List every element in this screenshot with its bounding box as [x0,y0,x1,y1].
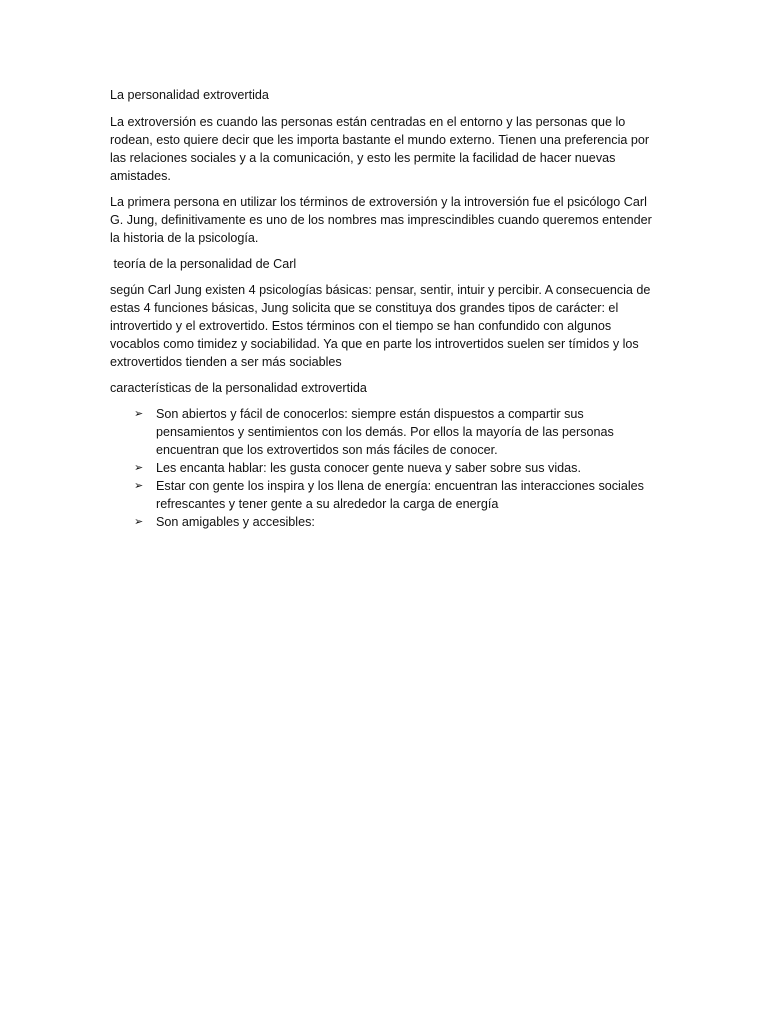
paragraph-jung-introduction: La primera persona en utilizar los términos de extroversión y la introversión fue el psicólogo Carl G. Jung, definitivamente es uno de los nombres mas imprescindibles cuando queremos entender la historia de la psicología. [110,195,652,245]
arrow-bullet-icon: ➢ [134,480,144,492]
list-item-text: Estar con gente los inspira y los llena de energía: encuentran las interacciones sociales refrescantes y tener gente a su alrededor la carga de energía [156,479,644,511]
paragraph-jung-theory: según Carl Jung existen 4 psicologías básicas: pensar, sentir, intuir y percibir. A consecuencia de estas 4 funciones básicas, Jung solicita que se constituya dos grandes tipos de carácter: el introvertido y el extrovertido. Estos términos con el tiempo se han confundido con algunos vocablos como timidez y sociabilidad. Ya que en parte los introvertidos suelen ser tímidos y los extrovertidos tienden a ser más sociables [110,283,651,369]
list-item [110,477,658,513]
document-body [110,86,658,531]
arrow-bullet-icon: ➢ [134,462,144,474]
list-item [110,513,658,531]
arrow-bullet-icon: ➢ [134,408,144,420]
list-item-text: Son amigables y accesibles: [156,515,315,529]
section-heading-theory: teoría de la personalidad de Carl [110,257,297,271]
paragraph-extroversion-definition: La extroversión es cuando las personas están centradas en el entorno y las personas que lo rodean, esto quiere decir que les importa bastante el mundo externo. Tienen una preferencia por las relaciones sociales y a la comunicación, y esto les permite la facilidad de hacer nuevas amistades. [110,115,650,183]
list-item-text: Son abiertos y fácil de conocerlos: siempre están dispuestos a compartir sus pensamientos y sentimientos con los demás. Por ellos la mayoría de las personas encuentran que los extrovertidos son más fáciles de conocer. [156,407,614,457]
document-title: La personalidad extrovertida [110,88,269,102]
list-item [110,405,658,459]
list-item [110,459,658,477]
section-heading-characteristics: características de la personalidad extrovertida [110,381,367,395]
list-item-text: Les encanta hablar: les gusta conocer gente nueva y saber sobre sus vidas. [156,461,581,475]
arrow-bullet-icon: ➢ [134,516,144,528]
characteristics-list [110,405,658,531]
